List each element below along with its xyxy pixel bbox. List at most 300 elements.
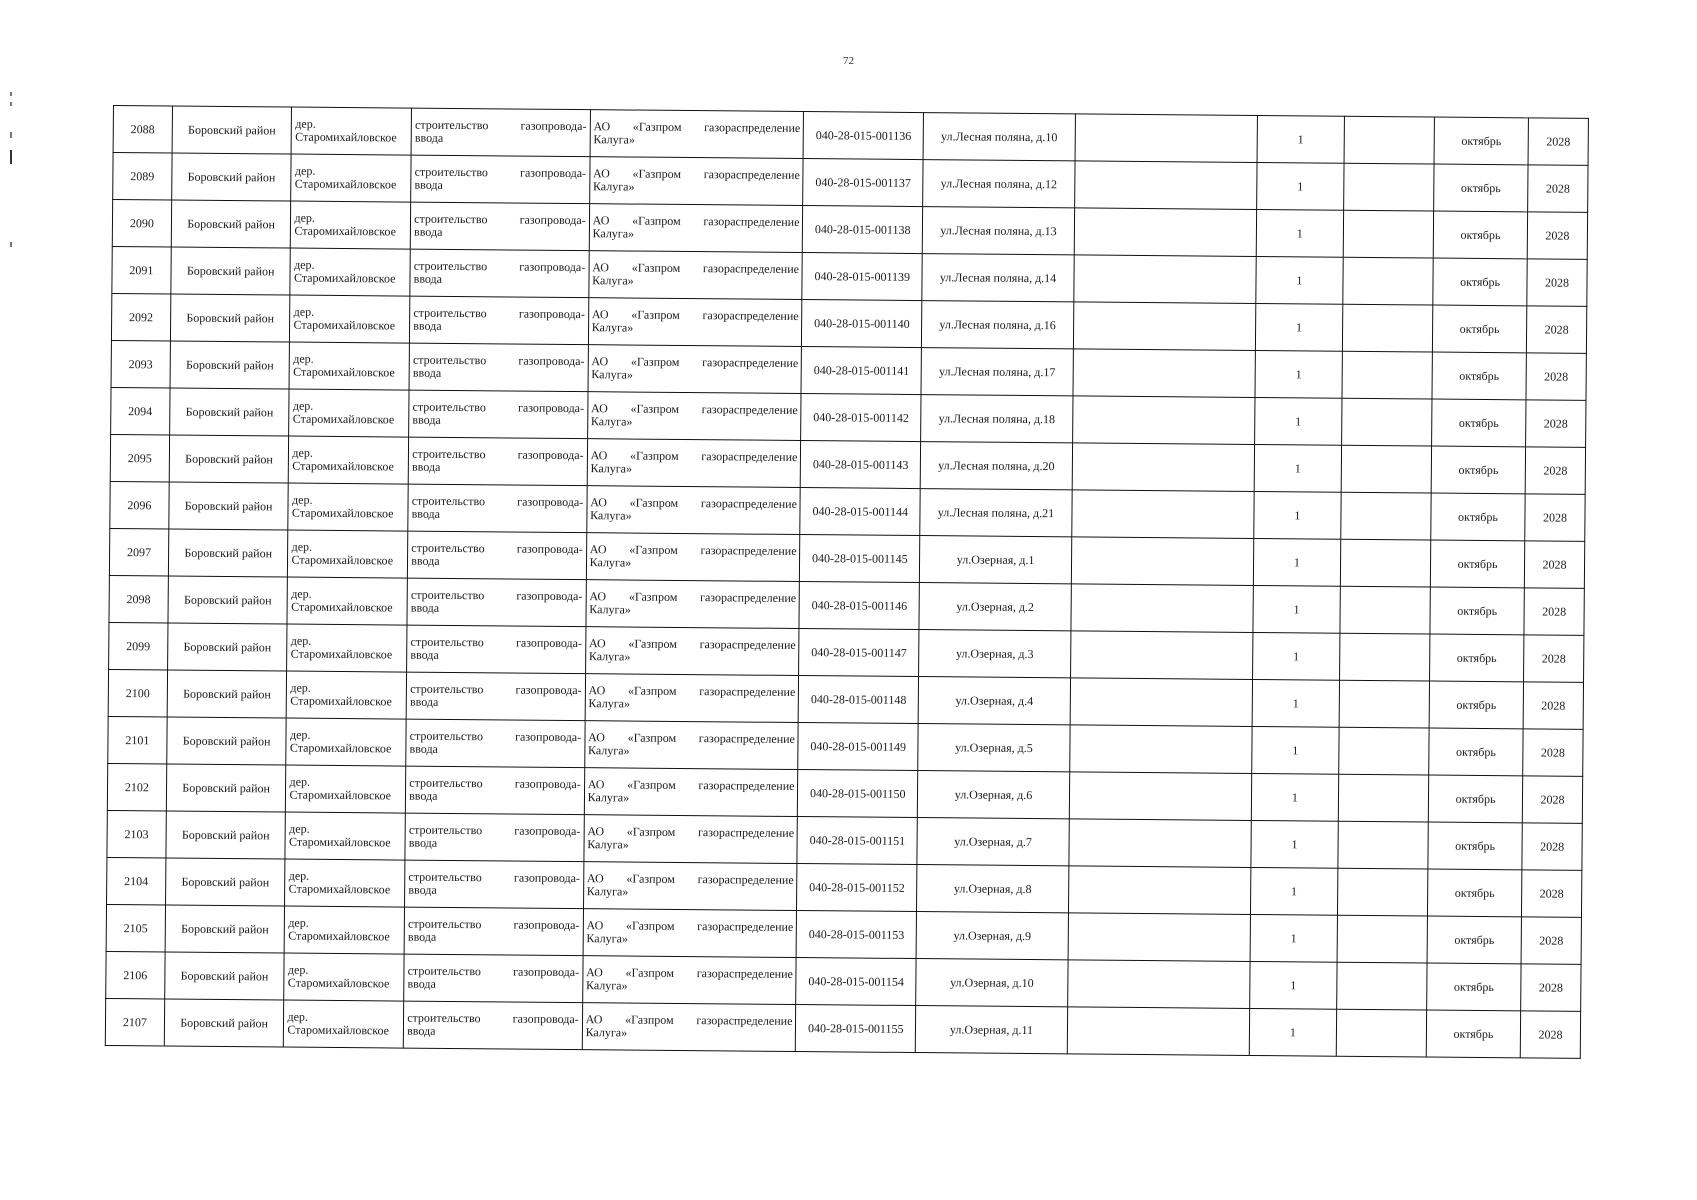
cadastral-code-cell <box>801 347 921 395</box>
cadastral-code: 040-28-015-001155 <box>807 1020 904 1036</box>
month-cell <box>1428 822 1522 870</box>
address: ул.Лесная поляна, д.17 <box>938 363 1056 379</box>
work-type-word: ввода <box>411 459 441 474</box>
organization-word: Калуга» <box>586 884 629 899</box>
address-cell <box>918 724 1070 772</box>
organization-word: Калуга» <box>586 931 628 946</box>
cadastral-code: 040-28-015-001143 <box>812 456 909 472</box>
village-prefix: дер. <box>292 445 313 460</box>
organization-cell <box>582 956 796 1005</box>
village-name: Старомихайловское <box>290 646 393 662</box>
year: 2028 <box>1541 650 1566 666</box>
village-prefix: дер. <box>290 633 312 648</box>
village-cell <box>289 389 409 437</box>
district-cell <box>169 388 289 436</box>
quantity: 1 <box>1294 507 1301 522</box>
work-type-word: ввода <box>410 600 440 615</box>
organization-word: АО <box>588 636 606 651</box>
work-type-word: строительство <box>412 446 486 462</box>
month: октябрь <box>1459 321 1500 336</box>
quantity: 1 <box>1295 413 1302 428</box>
empty-cell <box>1075 161 1257 210</box>
district-cell <box>164 999 284 1047</box>
work-type-cell <box>410 296 589 345</box>
month-cell <box>1429 728 1523 776</box>
organization-word: газораспределение <box>697 872 794 887</box>
organization-cell <box>583 862 797 911</box>
row-number-cell <box>112 246 171 294</box>
organization-word: газораспределение <box>701 402 798 417</box>
quantity-cell <box>1253 585 1341 633</box>
address: ул.Озерная, д.3 <box>955 645 1034 661</box>
address-cell <box>923 160 1075 208</box>
district-cell <box>167 623 287 671</box>
organization-word: газораспределение <box>698 778 795 793</box>
work-type-word: ввода <box>413 271 443 286</box>
village-cell <box>287 671 407 719</box>
work-type-word: газопровода- <box>516 541 583 557</box>
year: 2028 <box>1538 979 1563 995</box>
organization-cell <box>584 768 798 817</box>
organization-word: АО <box>593 119 611 134</box>
organization-word: газораспределение <box>701 449 798 464</box>
organization-word: АО <box>587 824 605 839</box>
village-prefix: дер. <box>287 962 309 977</box>
quantity-cell <box>1249 1008 1337 1056</box>
row-number-cell <box>109 575 168 623</box>
work-type-cell <box>405 813 584 862</box>
row-number: 2100 <box>125 685 150 700</box>
address: ул.Озерная, д.11 <box>949 1021 1034 1037</box>
village-name: Старомихайловское <box>291 552 394 568</box>
cadastral-code-cell <box>799 629 919 677</box>
work-type-cell <box>410 249 589 298</box>
year: 2028 <box>1545 228 1570 243</box>
empty-cell <box>1069 819 1251 868</box>
organization-word: АО <box>586 918 604 933</box>
quantity: 1 <box>1293 601 1300 616</box>
organization-cell <box>583 909 797 958</box>
organization-word: Калуга» <box>590 508 632 523</box>
quantity-cell <box>1250 820 1338 868</box>
quantity-cell <box>1250 867 1338 915</box>
district: Боровский район <box>184 498 273 513</box>
district: Боровский район <box>180 1015 269 1030</box>
organization-word: «Газпром <box>632 213 681 228</box>
work-type-word: ввода <box>414 130 444 145</box>
cadastral-code: 040-28-015-001136 <box>815 127 912 143</box>
empty-cell <box>1344 163 1434 211</box>
address: ул.Лесная поляна, д.12 <box>940 175 1058 191</box>
month: октябрь <box>1455 744 1496 759</box>
empty-cell <box>1070 725 1252 774</box>
year-cell <box>1525 494 1585 542</box>
district-cell <box>170 294 290 342</box>
village-prefix: дер. <box>293 304 315 319</box>
year-cell <box>1524 588 1584 636</box>
empty-cell <box>1341 445 1431 493</box>
empty-cell <box>1074 208 1256 257</box>
address: ул.Лесная поляна, д.16 <box>939 316 1056 332</box>
empty-cell <box>1343 304 1433 352</box>
work-type-word: строительство <box>407 963 482 979</box>
district: Боровский район <box>181 921 269 936</box>
work-type-word: строительство <box>410 587 485 603</box>
cadastral-code-cell <box>799 582 919 630</box>
work-type-word: газопровода- <box>518 353 585 369</box>
row-number-cell <box>107 810 166 858</box>
month: октябрь <box>1457 603 1498 618</box>
work-type-cell <box>403 1001 582 1050</box>
cadastral-code: 040-28-015-001145 <box>812 550 908 566</box>
row-number: 2105 <box>123 920 148 935</box>
month: октябрь <box>1458 462 1499 477</box>
village-name: Старомихайловское <box>294 223 396 239</box>
district-cell <box>165 858 285 906</box>
month-cell <box>1430 540 1524 588</box>
cadastral-code: 040-28-015-001149 <box>810 738 907 754</box>
address-cell <box>920 442 1072 490</box>
work-type-cell <box>408 437 587 486</box>
row-number: 2091 <box>129 262 154 277</box>
work-type-word: ввода <box>411 553 440 568</box>
quantity-cell <box>1251 726 1339 774</box>
row-number: 2097 <box>126 544 152 559</box>
quantity-cell <box>1253 538 1341 586</box>
village-prefix: дер. <box>287 1009 309 1024</box>
organization-word: АО <box>590 448 608 463</box>
district-cell <box>169 482 289 530</box>
organization-word: газораспределение <box>702 308 799 323</box>
empty-cell <box>1069 772 1251 821</box>
district: Боровский район <box>185 357 274 372</box>
work-type-cell <box>409 343 588 392</box>
work-type-word: газопровода- <box>515 635 583 651</box>
village-name: Старомихайловское <box>293 317 396 333</box>
organization-word: АО <box>586 965 603 980</box>
month: октябрь <box>1455 791 1496 806</box>
cadastral-code-cell <box>802 300 922 348</box>
address-cell <box>921 395 1073 443</box>
empty-cell <box>1337 915 1427 963</box>
quantity: 1 <box>1294 460 1301 475</box>
quantity-cell <box>1257 115 1345 163</box>
work-type-word: строительство <box>408 869 482 885</box>
organization-word: АО <box>590 401 608 416</box>
year: 2028 <box>1544 275 1570 290</box>
year-cell <box>1528 165 1588 213</box>
village-prefix: дер. <box>288 868 310 883</box>
district-cell <box>164 952 284 1000</box>
organization-word: Калуга» <box>587 790 630 805</box>
quantity-cell <box>1253 491 1341 539</box>
row-number-cell <box>111 293 170 341</box>
quantity-cell <box>1254 444 1342 492</box>
district: Боровский район <box>187 216 275 231</box>
work-type-word: газопровода- <box>514 776 581 792</box>
organization-word: АО <box>593 166 610 181</box>
year: 2028 <box>1541 697 1566 713</box>
work-type-word: газопровода- <box>517 494 584 510</box>
organization-word: АО <box>587 777 605 792</box>
district: Боровский район <box>184 545 273 560</box>
organization-word: АО <box>592 260 610 275</box>
empty-cell <box>1337 962 1427 1010</box>
year: 2028 <box>1543 415 1568 431</box>
work-type-word: газопровода- <box>513 917 580 933</box>
quantity: 1 <box>1293 554 1301 569</box>
district: Боровский район <box>187 169 276 184</box>
year: 2028 <box>1540 791 1565 807</box>
village-prefix: дер. <box>292 398 314 413</box>
organization-word: Калуга» <box>592 179 635 194</box>
month-cell <box>1433 211 1527 259</box>
address-cell <box>921 348 1073 396</box>
row-number-cell <box>113 106 172 154</box>
empty-cell <box>1070 631 1252 680</box>
month: октябрь <box>1456 697 1497 712</box>
district: Боровский район <box>186 263 275 278</box>
organization-word: «Газпром <box>628 636 678 651</box>
scanned-table-wrapper <box>105 105 1589 1059</box>
row-number-cell <box>109 622 168 670</box>
district: Боровский район <box>183 639 272 654</box>
work-type-cell <box>411 108 590 157</box>
organization-word: «Газпром <box>628 589 678 604</box>
cadastral-code: 040-28-015-001140 <box>814 315 910 331</box>
organization-word: «Газпром <box>632 119 682 134</box>
address-cell <box>920 536 1072 584</box>
organization-word: газораспределение <box>703 214 800 229</box>
row-number: 2090 <box>129 215 154 230</box>
empty-cell <box>1071 584 1253 633</box>
organization-cell <box>584 721 798 770</box>
year: 2028 <box>1542 509 1568 525</box>
month-cell <box>1434 164 1528 212</box>
quantity: 1 <box>1289 1024 1296 1039</box>
organization-word: газораспределение <box>702 261 800 276</box>
cadastral-code: 040-28-015-001153 <box>808 926 905 942</box>
organization-cell <box>588 298 802 347</box>
village-name: Старомихайловское <box>294 176 397 192</box>
month: октябрь <box>1453 1026 1494 1041</box>
address: ул.Озерная, д.4 <box>955 692 1034 708</box>
district: Боровский район <box>185 451 273 466</box>
empty-cell <box>1338 821 1428 869</box>
year-cell <box>1528 118 1588 166</box>
village-cell <box>287 577 407 625</box>
village-cell <box>287 624 407 672</box>
address: ул.Лесная поляна, д.10 <box>941 128 1058 144</box>
month: октябрь <box>1457 556 1498 571</box>
district-cell <box>171 153 291 201</box>
row-number-cell <box>108 716 167 764</box>
month-cell <box>1432 305 1526 353</box>
quantity-cell <box>1255 350 1343 398</box>
cadastral-code-cell <box>796 957 916 1005</box>
table-body <box>105 106 1588 1059</box>
district: Боровский район <box>181 827 270 842</box>
work-type-word: газопровода- <box>512 1011 579 1027</box>
organization-word: «Газпром <box>627 683 677 698</box>
village-name: Старомихайловское <box>288 928 390 944</box>
work-type-word: строительство <box>407 1010 481 1026</box>
work-type-word: газопровода- <box>519 259 586 275</box>
organization-cell <box>588 345 802 394</box>
work-type-word: строительство <box>408 822 483 838</box>
village-name: Старомихайловское <box>291 599 393 615</box>
year-cell <box>1522 776 1582 824</box>
address-cell <box>919 583 1071 631</box>
address: ул.Лесная поляна, д.18 <box>938 410 1056 426</box>
organization-word: Калуга» <box>588 649 631 664</box>
organization-word: «Газпром <box>631 307 680 322</box>
scan-margin-marks <box>8 92 16 262</box>
month-cell <box>1431 446 1525 494</box>
village-prefix: дер. <box>289 727 311 742</box>
village-name: Старомихайловское <box>291 505 394 521</box>
cadastral-code: 040-28-015-001138 <box>814 221 911 237</box>
work-type-word: строительство <box>413 305 487 321</box>
work-type-word: строительство <box>410 634 484 650</box>
year: 2028 <box>1540 838 1565 854</box>
cadastral-code-cell <box>800 535 920 583</box>
village-cell <box>291 154 411 202</box>
empty-cell <box>1342 351 1432 399</box>
quantity: 1 <box>1291 789 1298 804</box>
organization-cell <box>586 533 800 582</box>
address: ул.Озерная, д.8 <box>953 880 1032 896</box>
empty-cell <box>1342 398 1432 446</box>
year-cell <box>1522 870 1582 918</box>
village-name: Старомихайловское <box>295 129 397 145</box>
address: ул.Озерная, д.7 <box>954 833 1032 849</box>
village-name: Старомихайловское <box>288 881 391 897</box>
cadastral-code-cell <box>800 488 920 536</box>
work-type-word: строительство <box>412 399 486 415</box>
month-cell <box>1434 117 1528 165</box>
row-number: 2095 <box>127 450 152 465</box>
address-cell <box>917 865 1069 913</box>
empty-cell <box>1072 490 1254 539</box>
work-type-word: строительство <box>409 728 484 744</box>
empty-cell <box>1339 680 1429 728</box>
cadastral-code: 040-28-015-001150 <box>809 785 906 801</box>
village-prefix: дер. <box>293 351 314 366</box>
cadastral-code: 040-28-015-001141 <box>813 362 910 378</box>
empty-cell <box>1074 255 1256 304</box>
quantity: 1 <box>1292 742 1299 757</box>
work-type-cell <box>411 155 590 204</box>
month-cell <box>1430 634 1524 682</box>
address-cell <box>917 818 1069 866</box>
cadastral-code: 040-28-015-001142 <box>813 409 909 425</box>
organization-word: АО <box>589 589 607 604</box>
organization-word: Калуга» <box>590 414 633 429</box>
row-number-cell <box>110 481 169 529</box>
address-cell <box>922 254 1074 302</box>
empty-cell <box>1068 960 1250 1009</box>
village-cell <box>291 201 411 249</box>
month-cell <box>1427 963 1521 1011</box>
organization-word: газораспределение <box>696 966 793 981</box>
empty-cell <box>1344 116 1434 164</box>
village-name: Старомихайловское <box>290 693 392 709</box>
row-number: 2106 <box>123 967 148 982</box>
district: Боровский район <box>181 874 270 889</box>
month: октябрь <box>1460 227 1501 242</box>
month: октябрь <box>1461 133 1502 148</box>
organization-word: «Газпром <box>626 871 675 886</box>
cadastral-code-cell <box>801 394 921 442</box>
organization-word: газораспределение <box>704 120 801 135</box>
village-prefix: дер. <box>294 163 316 178</box>
village-name: Старомихайловское <box>293 270 396 286</box>
organization-word: газораспределение <box>700 543 797 558</box>
organization-word: Калуга» <box>589 555 632 570</box>
address-cell <box>920 489 1072 537</box>
address-cell <box>922 207 1074 255</box>
quantity-cell <box>1252 679 1340 727</box>
district-cell <box>170 341 290 389</box>
month: октябрь <box>1455 838 1496 853</box>
row-number-cell <box>108 669 167 717</box>
empty-cell <box>1338 868 1428 916</box>
village-cell <box>285 812 405 860</box>
village-name: Старомихайловское <box>287 975 390 991</box>
empty-cell <box>1067 1007 1249 1056</box>
month-cell <box>1428 775 1522 823</box>
work-type-word: строительство <box>413 258 488 274</box>
row-number: 2098 <box>126 591 151 606</box>
district: Боровский район <box>183 592 272 607</box>
year: 2028 <box>1539 885 1564 901</box>
empty-cell <box>1075 114 1257 163</box>
organization-cell <box>585 674 799 723</box>
address: ул.Лесная поляна, д.13 <box>940 222 1057 238</box>
empty-cell <box>1071 537 1253 586</box>
cadastral-code: 040-28-015-001152 <box>809 879 905 895</box>
year-cell <box>1520 1011 1580 1059</box>
organization-word: Калуга» <box>592 273 634 288</box>
quantity-cell <box>1252 632 1340 680</box>
village-cell <box>290 295 410 343</box>
row-number-cell <box>113 153 172 201</box>
organization-word: «Газпром <box>630 354 680 369</box>
district-cell <box>167 670 287 718</box>
district-cell <box>171 247 291 295</box>
empty-cell <box>1340 586 1430 634</box>
row-number-cell <box>111 340 170 388</box>
organization-cell <box>584 815 798 864</box>
work-type-word: газопровода- <box>519 212 586 228</box>
quantity: 1 <box>1290 930 1297 945</box>
work-type-cell <box>404 907 583 956</box>
organization-cell <box>589 157 803 206</box>
village-cell <box>290 248 410 296</box>
month-cell <box>1430 587 1524 635</box>
row-number: 2107 <box>122 1014 147 1029</box>
month: октябрь <box>1460 274 1501 289</box>
year-cell <box>1524 541 1584 589</box>
work-type-word: строительство <box>411 540 485 556</box>
organization-word: «Газпром <box>629 495 679 510</box>
address: ул.Лесная поляна, д.21 <box>937 504 1055 520</box>
village-cell <box>286 718 406 766</box>
work-type-word: газопровода- <box>513 964 580 980</box>
row-number: 2094 <box>128 403 153 418</box>
quantity-cell <box>1250 914 1338 962</box>
